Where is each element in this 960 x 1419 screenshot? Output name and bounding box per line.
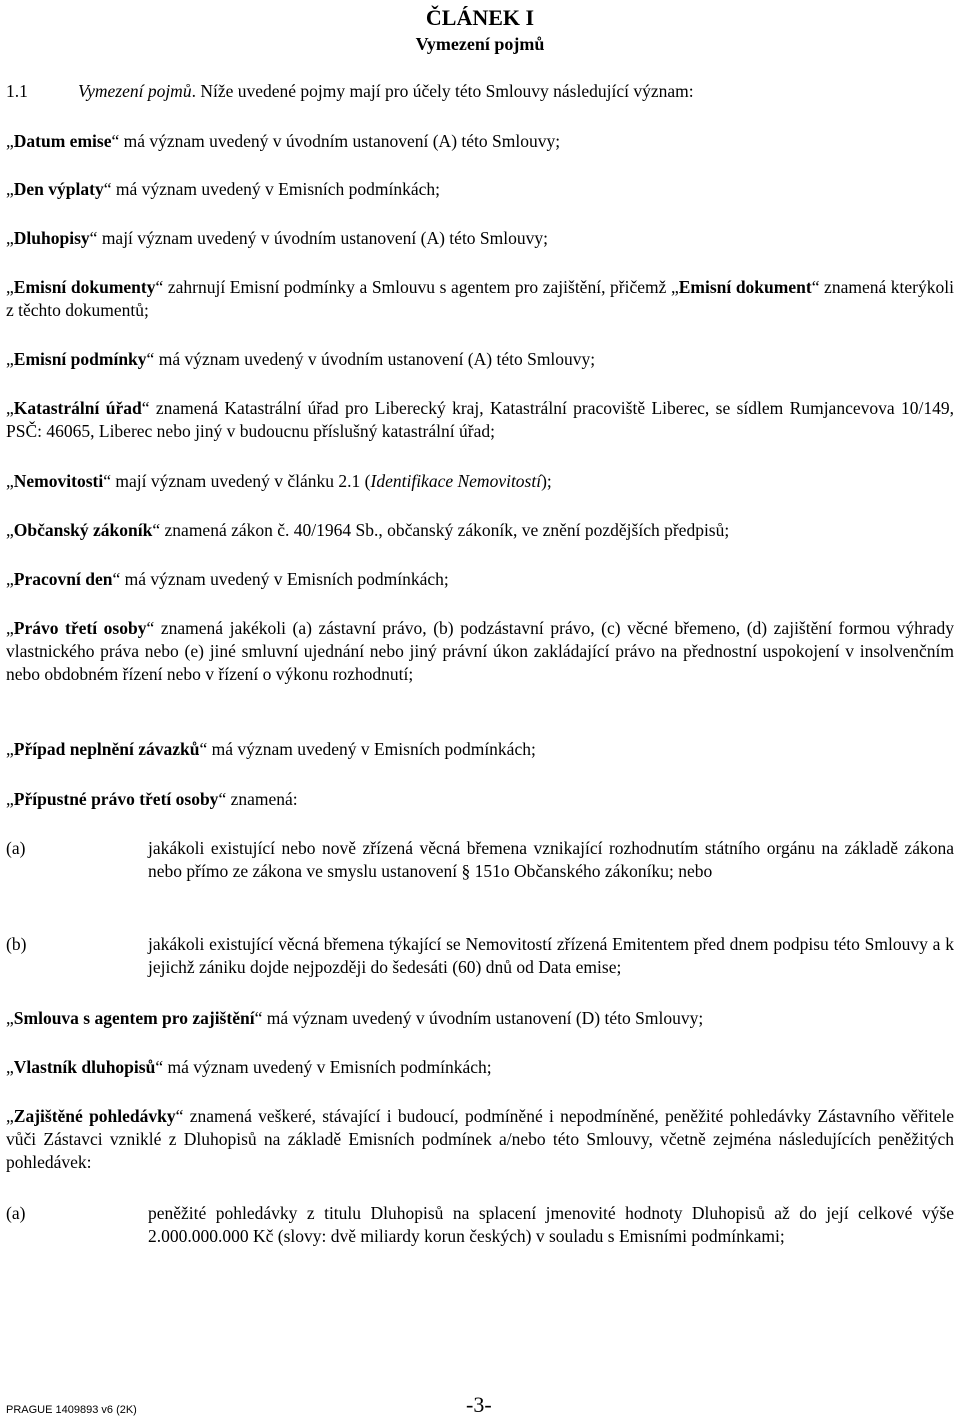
defined-term: „Občanský zákoník“ xyxy=(6,520,161,540)
definition-pravo-treti-osoby: „Právo třetí osoby“ znamená jakékoli (a) zástavní právo, (b) podzástavní právo, (c) věcné břemeno, (d) zajištění formou výhrady vlastnického práva nebo (e) jiné smluvní ujednání nebo jiný právní úkon zakládající právo na přednostní uspokojení v insolvenčním nebo obdobném řízení nebo v řízení o výkonu rozhodnutí; xyxy=(6,618,954,684)
definition-emisni-podminky: „Emisní podmínky“ má význam uvedený v úvodním ustanovení (A) této Smlouvy; xyxy=(6,349,596,369)
definition-smlouva-s-agentem: „Smlouva s agentem pro zajištění“ má význam uvedený v úvodním ustanovení (D) této Smlouvy; xyxy=(6,1008,704,1028)
page-number: -3- xyxy=(466,1392,492,1417)
defined-term: „Případ neplnění závazků“ xyxy=(6,739,208,759)
defined-term: „Emisní dokument“ xyxy=(670,277,820,297)
definition-pripad-neplneni: „Případ neplnění závazků“ má význam uvedený v Emisních podmínkách; xyxy=(6,739,536,759)
list-item-text: jakákoli existující nebo nově zřízená věcná břemena vznikající rozhodnutím státního orgánu na základě zákona nebo přímo ze zákona ve smyslu ustanovení § 151o Občanského zákoníku; nebo xyxy=(148,838,954,881)
defined-term: „Emisní podmínky“ xyxy=(6,349,155,369)
defined-term: „Emisní dokumenty“ xyxy=(6,277,164,297)
defined-term: „Přípustné právo třetí osoby“ xyxy=(6,789,227,809)
defined-term: „Právo třetí osoby“ xyxy=(6,618,155,638)
definition-zajistene-pohledavky: „Zajištěné pohledávky“ znamená veškeré, stávající i budoucí, podmíněné i nepodmíněné, peněžité pohledávky Zástavního věřitele vůči Zástavci vzniklé z Dluhopisů na základě Emisních podmínek a/nebo této Smlouvy, včetně zejména následujících peněžitých pohledávek: xyxy=(6,1106,954,1172)
defined-term: „Pracovní den“ xyxy=(6,569,121,589)
defined-term: „Den výplaty“ xyxy=(6,179,112,199)
definition-obcansky-zakonik: „Občanský zákoník“ znamená zákon č. 40/1964 Sb., občanský zákoník, ve znění pozdějších předpisů; xyxy=(6,520,730,540)
definition-dluhopisy: „Dluhopisy“ mají význam uvedený v úvodním ustanovení (A) této Smlouvy; xyxy=(6,228,548,248)
section-intro: 1.1 Vymezení pojmů. Níže uvedené pojmy mají pro účely této Smlouvy následující význam: xyxy=(6,81,694,101)
section-intro-text: Níže uvedené pojmy mají pro účely této Smlouvy následující význam: xyxy=(200,81,694,101)
defined-term: „Zajištěné pohledávky“ xyxy=(6,1106,184,1126)
section-number: 1.1 xyxy=(6,81,28,101)
section-heading: Vymezení pojmů xyxy=(78,81,192,101)
list-item-label: (b) xyxy=(6,934,27,954)
list-item-label: (a) xyxy=(6,838,26,858)
definition-vlastnik-dluhopisu: „Vlastník dluhopisů“ má význam uvedený v Emisních podmínkách; xyxy=(6,1057,492,1077)
definition-pracovni-den: „Pracovní den“ má význam uvedený v Emisních podmínkách; xyxy=(6,569,449,589)
definition-datum-emise: „Datum emise“ má význam uvedený v úvodním ustanovení (A) této Smlouvy; xyxy=(6,131,561,151)
document-id: PRAGUE 1409893 v6 (2K) xyxy=(6,1404,137,1416)
list-item-text: peněžité pohledávky z titulu Dluhopisů na splacení jmenovité hodnoty Dluhopisů až do její celkové výše 2.000.000.000 Kč (slovy: dvě miliardy korun českých) v souladu s Emisními podmínkami; xyxy=(148,1203,954,1246)
defined-term: „Katastrální úřad“ xyxy=(6,398,150,418)
defined-term: „Nemovitosti“ xyxy=(6,471,111,491)
defined-term: „Datum emise“ xyxy=(6,131,120,151)
article-subtitle: Vymezení pojmů xyxy=(415,34,545,54)
defined-term: „Dluhopisy“ xyxy=(6,228,98,248)
definition-pripustne-pravo: „Přípustné právo třetí osoby“ znamená: xyxy=(6,789,298,809)
list-item-text: jakákoli existující věcná břemena týkající se Nemovitostí zřízená Emitentem před dnem podpisu této Smlouvy a k jejichž zániku dojde nejpozději do šedesáti (60) dnů od Data emise; xyxy=(148,934,954,977)
definition-katastralni-urad: „Katastrální úřad“ znamená Katastrální úřad pro Liberecký kraj, Katastrální pracoviště Liberec, se sídlem Rumjancevova 10/149, PSČ: 46065, Liberec nebo jiný v budoucnu příslušný katastrální úřad; xyxy=(6,398,954,441)
defined-term: „Smlouva s agentem pro zajištění“ xyxy=(6,1008,263,1028)
definition-nemovitosti: „Nemovitosti“ mají význam uvedený v článku 2.1 (Identifikace Nemovitostí); xyxy=(6,471,552,491)
article-title: ČLÁNEK I xyxy=(425,5,535,30)
defined-term: „Vlastník dluhopisů“ xyxy=(6,1057,164,1077)
definition-den-vyplaty: „Den výplaty“ má význam uvedený v Emisních podmínkách; xyxy=(6,179,441,199)
list-item-label: (a) xyxy=(6,1203,26,1223)
definition-emisni-dokumenty: „Emisní dokumenty“ zahrnují Emisní podmínky a Smlouvu s agentem pro zajištění, přičemž „Emisní dokument“ znamená kterýkoli z těchto dokumentů; xyxy=(6,277,954,320)
